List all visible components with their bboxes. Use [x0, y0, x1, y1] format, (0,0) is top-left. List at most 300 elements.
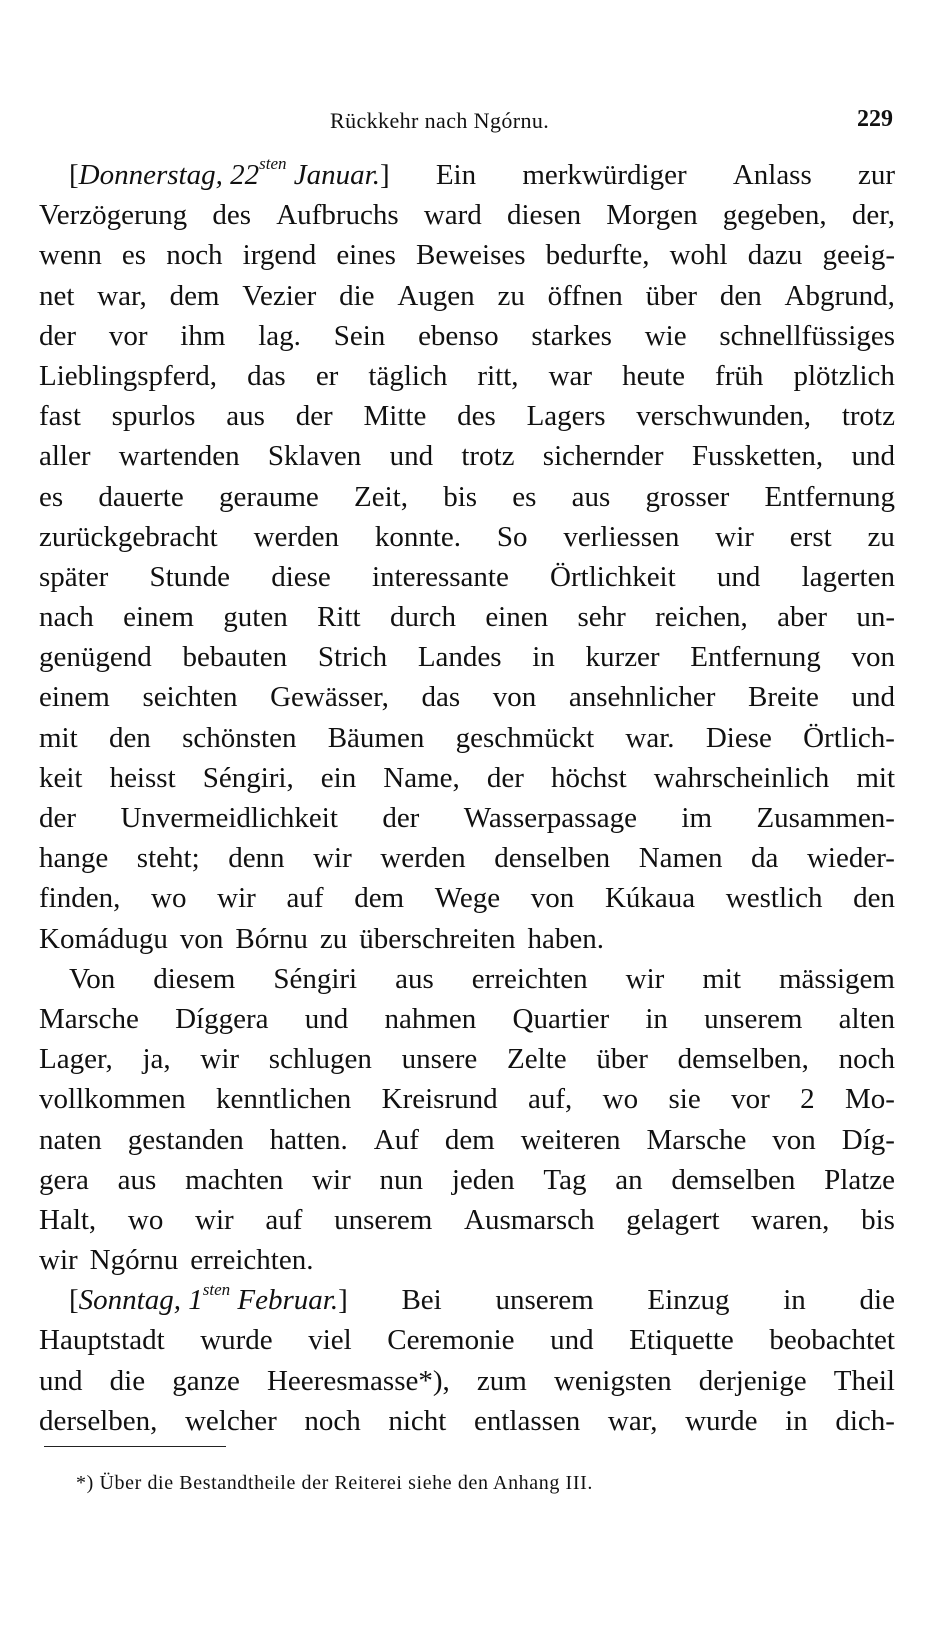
word: kenntlichen — [215, 1083, 352, 1116]
word: der — [39, 802, 77, 834]
word: keit — [39, 761, 83, 794]
word: geeig- — [822, 239, 895, 272]
word: Marsche — [646, 1123, 747, 1156]
word: sie — [668, 1083, 701, 1116]
paragraph-3 — [39, 1280, 895, 1441]
text-line — [39, 1361, 895, 1401]
word: genügend — [39, 641, 152, 674]
date-heading: [Sonntag, $1^{sten}$ Februar.] — [69, 1279, 348, 1317]
word: welcher — [184, 1404, 277, 1437]
word: ritt, — [477, 359, 519, 392]
word: und — [550, 1324, 594, 1357]
word: gegeben, — [722, 199, 827, 232]
word: ward — [423, 199, 482, 232]
body-text — [39, 155, 895, 1441]
word: von — [772, 1123, 816, 1156]
word: von — [530, 882, 575, 915]
word: guten — [223, 601, 288, 634]
word: Mitte — [363, 400, 427, 433]
text-line — [39, 195, 895, 235]
word: über — [645, 279, 698, 312]
word: schlugen — [268, 1043, 372, 1076]
text-line — [39, 276, 895, 316]
word: Kreisrund — [381, 1083, 498, 1116]
word: von — [492, 681, 537, 714]
word: war. — [625, 721, 675, 754]
paragraph-2 — [39, 959, 895, 1281]
word: unserem — [704, 1002, 803, 1035]
word: der — [382, 802, 420, 834]
word: die — [859, 1284, 895, 1317]
word: im — [681, 802, 713, 834]
word: mit — [702, 962, 741, 995]
word: war, — [97, 279, 147, 312]
word: Morgen — [606, 199, 698, 232]
word: ebenso — [418, 319, 499, 352]
word: er — [315, 359, 339, 392]
word: Unvermeidlichkeit — [120, 802, 338, 834]
word: und — [716, 560, 761, 593]
word: westlich — [725, 882, 823, 915]
word: Ngórnu — [89, 1244, 179, 1277]
word: erst — [789, 520, 832, 553]
word: Komádugu — [39, 922, 168, 955]
word: finden, — [39, 882, 121, 915]
word: weiteren — [520, 1123, 621, 1156]
word: noch — [838, 1043, 895, 1076]
word: es — [512, 480, 537, 513]
word: Ceremonie — [387, 1324, 515, 1357]
word: und — [851, 681, 895, 714]
word: haben. — [527, 922, 604, 955]
word: So — [496, 520, 528, 553]
word: schnellfüssiges — [719, 319, 895, 352]
word: sehr — [577, 601, 626, 634]
word: Lagers — [526, 400, 606, 433]
word: Díggera — [175, 1002, 269, 1035]
word: noch — [166, 239, 223, 272]
word: Anlass — [732, 159, 812, 191]
word: net — [39, 279, 75, 312]
word: das — [247, 359, 286, 392]
word: un- — [856, 601, 895, 634]
word: heute — [622, 359, 685, 392]
text-line — [39, 878, 895, 918]
text-line — [39, 316, 895, 356]
word: eines — [336, 239, 396, 272]
word: da — [751, 842, 779, 875]
word: von — [179, 922, 224, 955]
word: wir — [625, 962, 665, 995]
word: ein — [320, 761, 357, 794]
word: ganze — [172, 1364, 240, 1397]
word: irgend — [242, 239, 317, 272]
word: Bórnu — [235, 922, 308, 955]
word: lag. — [258, 319, 301, 352]
word: zu — [867, 520, 895, 553]
word: nahmen — [384, 1002, 477, 1035]
word: früh — [715, 359, 764, 392]
word: in — [645, 1002, 668, 1035]
word: bedurfte, — [545, 239, 650, 272]
word: hatten. — [269, 1123, 348, 1156]
word: Bei — [401, 1284, 442, 1317]
word: Einzug — [647, 1284, 730, 1317]
text-line — [39, 597, 895, 637]
word: den — [108, 721, 151, 754]
word: und — [304, 1002, 349, 1035]
word: Sklaven — [267, 440, 362, 473]
word: wir — [313, 842, 352, 875]
text-line — [39, 637, 895, 677]
word: naten — [39, 1123, 102, 1156]
word: trotz — [841, 400, 895, 433]
text-line — [39, 758, 895, 798]
word: Ritt — [317, 601, 361, 634]
word: Wege — [434, 882, 501, 915]
word: die — [109, 1364, 146, 1397]
word: aus — [571, 480, 611, 513]
word: mässigem — [778, 962, 895, 995]
word: der — [486, 761, 524, 794]
word: sichernder — [542, 440, 664, 473]
word: lagerten — [801, 560, 895, 593]
word: fast — [39, 400, 81, 433]
word: schönsten — [182, 721, 297, 754]
text-line — [39, 235, 895, 275]
word: Landes — [417, 641, 502, 674]
word: unsere — [401, 1043, 478, 1076]
word: Breite — [747, 681, 819, 714]
word: plötzlich — [793, 359, 895, 392]
word: trotz — [461, 440, 515, 473]
word: entlassen — [473, 1404, 581, 1437]
word: geschmückt — [455, 721, 595, 754]
word: Zeit, — [354, 480, 408, 513]
word: Ein — [435, 159, 477, 191]
word: derselben, — [39, 1404, 158, 1437]
page-number: 229 — [857, 106, 893, 132]
word: Quartier — [512, 1002, 610, 1035]
word: zurückgebracht — [39, 520, 218, 553]
word: seichten — [142, 681, 238, 714]
word: den — [719, 279, 762, 312]
word: vor — [731, 1083, 770, 1116]
word: Stunde — [149, 560, 230, 593]
word: die — [339, 279, 375, 312]
word: Marsche — [39, 1002, 139, 1035]
word: Gewässer, — [270, 681, 389, 714]
word: diesem — [153, 962, 236, 995]
word: bis — [861, 1203, 895, 1236]
word: von — [851, 641, 895, 674]
word: Abgrund, — [784, 279, 895, 312]
word: konnte. — [374, 520, 462, 553]
word: dich- — [835, 1404, 895, 1437]
paragraph-1 — [39, 155, 895, 959]
word: Mo- — [845, 1083, 895, 1116]
word: Halt, — [39, 1203, 97, 1236]
word: gelagert — [626, 1203, 720, 1236]
word: Auf — [373, 1123, 419, 1156]
word: Kúkaua — [604, 882, 696, 915]
word: Verzögerung — [39, 199, 188, 232]
word: reichen, — [655, 601, 748, 634]
word: hange — [39, 842, 109, 875]
word: verschwunden, — [636, 400, 812, 433]
text-line — [39, 838, 895, 878]
text-line — [39, 1320, 895, 1360]
running-head-title: Rückkehr nach Ngórnu. — [330, 108, 550, 133]
text-line — [39, 1200, 895, 1240]
word: in — [785, 1404, 808, 1437]
word: erreichten. — [190, 1244, 314, 1277]
word: überschreiten — [359, 922, 516, 955]
word: wo — [602, 1083, 639, 1116]
word: der — [39, 319, 77, 352]
word: dauerte — [98, 480, 184, 513]
word: Lieblingspferd, — [39, 359, 217, 392]
text-line — [39, 1079, 895, 1119]
text-line — [39, 396, 895, 436]
word: durch — [389, 601, 456, 634]
word: Örtlichkeit — [550, 560, 676, 593]
word: wo — [151, 882, 187, 915]
word: mit — [39, 721, 78, 754]
word: Zelte — [507, 1043, 567, 1076]
word: diese — [271, 560, 331, 593]
word: täglich — [368, 359, 448, 392]
word: wieder- — [806, 842, 895, 875]
word: merkwürdiger — [522, 159, 687, 191]
word: zu — [319, 922, 348, 955]
word: verliessen — [563, 520, 680, 553]
word: gera — [39, 1163, 89, 1196]
word: Díg- — [841, 1123, 895, 1156]
word: wo — [127, 1203, 164, 1236]
word: es — [121, 239, 147, 272]
footnote: *) Über die Bestandtheile der Reiterei siehe den Anhang III. — [76, 1472, 593, 1494]
word: ihm — [180, 319, 226, 352]
word: zum — [476, 1364, 527, 1397]
word: wenn — [39, 239, 102, 272]
word: alten — [838, 1002, 895, 1035]
text-line — [39, 356, 895, 396]
word: Bäumen — [327, 721, 425, 754]
word: Zusammen- — [756, 802, 895, 834]
word: über — [596, 1043, 648, 1076]
word: erreichten — [471, 962, 588, 995]
word: in — [783, 1284, 806, 1317]
word: Augen — [397, 279, 475, 312]
word: wir — [217, 882, 256, 915]
text-line — [39, 1039, 895, 1079]
word: einem — [123, 601, 194, 634]
word: heisst — [109, 761, 176, 794]
word: ansehnlicher — [568, 681, 716, 714]
word: steht; — [136, 842, 200, 875]
date-heading: [Donnerstag, $22^{sten}$ Januar.] — [69, 154, 390, 191]
word: zu — [497, 279, 525, 312]
word: Lager, — [39, 1043, 113, 1076]
word: nach — [39, 601, 94, 634]
word: des — [457, 400, 496, 433]
text-line — [39, 999, 895, 1039]
word: Von — [69, 962, 116, 995]
word: Hauptstadt — [39, 1324, 165, 1357]
word: in — [532, 641, 555, 674]
word: des — [212, 199, 252, 232]
word: wir — [195, 1203, 234, 1236]
word: geraume — [218, 480, 319, 513]
word: Ausmarsch — [464, 1203, 595, 1236]
word: viel — [308, 1324, 352, 1357]
word: Örtlich- — [803, 721, 895, 754]
word: wir — [39, 1244, 78, 1277]
text-line — [39, 517, 895, 557]
text-line — [39, 1240, 895, 1280]
word: es — [39, 480, 64, 513]
word: mit — [856, 761, 895, 794]
word: wartenden — [118, 440, 240, 473]
word: Theil — [833, 1364, 895, 1397]
word: und — [39, 1364, 83, 1397]
word: 2 — [800, 1083, 815, 1116]
word: den — [853, 882, 895, 915]
word: und — [389, 440, 434, 473]
word: Etiquette — [629, 1324, 734, 1357]
word: Séngiri — [273, 962, 358, 995]
text-line — [39, 718, 895, 758]
word: beobachtet — [769, 1324, 895, 1357]
word: wir — [715, 520, 754, 553]
word: demselben, — [677, 1043, 809, 1076]
word: auf — [265, 1203, 303, 1236]
word: Diese — [705, 721, 772, 754]
word: demselben — [671, 1163, 796, 1196]
word: aus — [226, 400, 265, 433]
word: auf, — [528, 1083, 573, 1116]
word: dem — [354, 882, 405, 915]
word: spurlos — [111, 400, 196, 433]
word: werden — [253, 520, 339, 553]
word: nicht — [388, 1404, 447, 1437]
word: aus — [117, 1163, 157, 1196]
word: vor — [108, 319, 148, 352]
word: dem — [444, 1123, 495, 1156]
word: Beweises — [416, 239, 526, 272]
text-line — [39, 557, 895, 597]
word: wahrscheinlich — [653, 761, 830, 794]
word: Vezier — [242, 279, 317, 312]
word: aus — [395, 962, 434, 995]
text-line — [39, 677, 895, 717]
word: das — [421, 681, 461, 714]
word: denn — [228, 842, 285, 875]
word: waren, — [751, 1203, 830, 1236]
word: starkes — [531, 319, 612, 352]
text-line — [39, 919, 895, 959]
word: dazu — [747, 239, 803, 272]
word: kurzer — [585, 641, 660, 674]
text-line — [39, 1160, 895, 1200]
word: interessante — [371, 560, 509, 593]
word: war, — [607, 1404, 658, 1437]
word: unserem — [495, 1284, 594, 1317]
word: Aufbruchs — [276, 199, 399, 232]
text-line — [39, 436, 895, 476]
word: Name, — [383, 761, 460, 794]
word: Heeresmasse*), — [266, 1364, 450, 1397]
word: wohl — [669, 239, 728, 272]
word: der, — [851, 199, 895, 232]
word: Entfernung — [764, 480, 895, 513]
word: wurde — [685, 1404, 758, 1437]
word: Fussketten, — [691, 440, 824, 473]
word: vollkommen — [39, 1083, 186, 1116]
text-line — [39, 959, 895, 999]
word: auf — [286, 882, 324, 915]
word: unserem — [334, 1203, 433, 1236]
text-line — [39, 155, 895, 195]
word: wurde — [200, 1324, 273, 1357]
word: wir — [312, 1163, 351, 1196]
word: zur — [857, 159, 895, 191]
word: öffnen — [547, 279, 623, 312]
word: einem — [39, 681, 110, 714]
text-line — [39, 1401, 895, 1441]
word: aber — [777, 601, 827, 634]
word: und — [851, 440, 895, 473]
word: wir — [200, 1043, 240, 1076]
word: gestanden — [127, 1123, 244, 1156]
text-line — [39, 1120, 895, 1160]
word: denselben — [494, 842, 611, 875]
word: werden — [380, 842, 466, 875]
word: aller — [39, 440, 91, 473]
footnote-rule — [44, 1446, 226, 1447]
word: wie — [644, 319, 687, 352]
word: diesen — [507, 199, 582, 232]
word: später — [39, 560, 109, 593]
word: Sein — [333, 319, 386, 352]
word: machten — [185, 1163, 284, 1196]
word: war — [548, 359, 593, 392]
word: Strich — [317, 641, 388, 674]
word: noch — [304, 1404, 361, 1437]
word: höchst — [550, 761, 627, 794]
text-line — [39, 477, 895, 517]
word: Wasserpassage — [463, 802, 637, 834]
word: derjenige — [698, 1364, 807, 1397]
text-line — [39, 1280, 895, 1320]
word: wenigsten — [553, 1364, 672, 1397]
word: Séngiri, — [202, 761, 294, 794]
word: an — [615, 1163, 643, 1196]
word: ja, — [142, 1043, 171, 1076]
text-line — [39, 798, 895, 838]
word: Tag — [543, 1163, 587, 1196]
word: einen — [485, 601, 549, 634]
word: Entfernung — [690, 641, 821, 674]
word: grosser — [645, 480, 730, 513]
word: jeden — [451, 1163, 515, 1196]
word: dem — [169, 279, 220, 312]
word: nun — [379, 1163, 424, 1196]
word: der — [295, 400, 333, 433]
word: Namen — [638, 842, 723, 875]
word: bis — [443, 480, 478, 513]
